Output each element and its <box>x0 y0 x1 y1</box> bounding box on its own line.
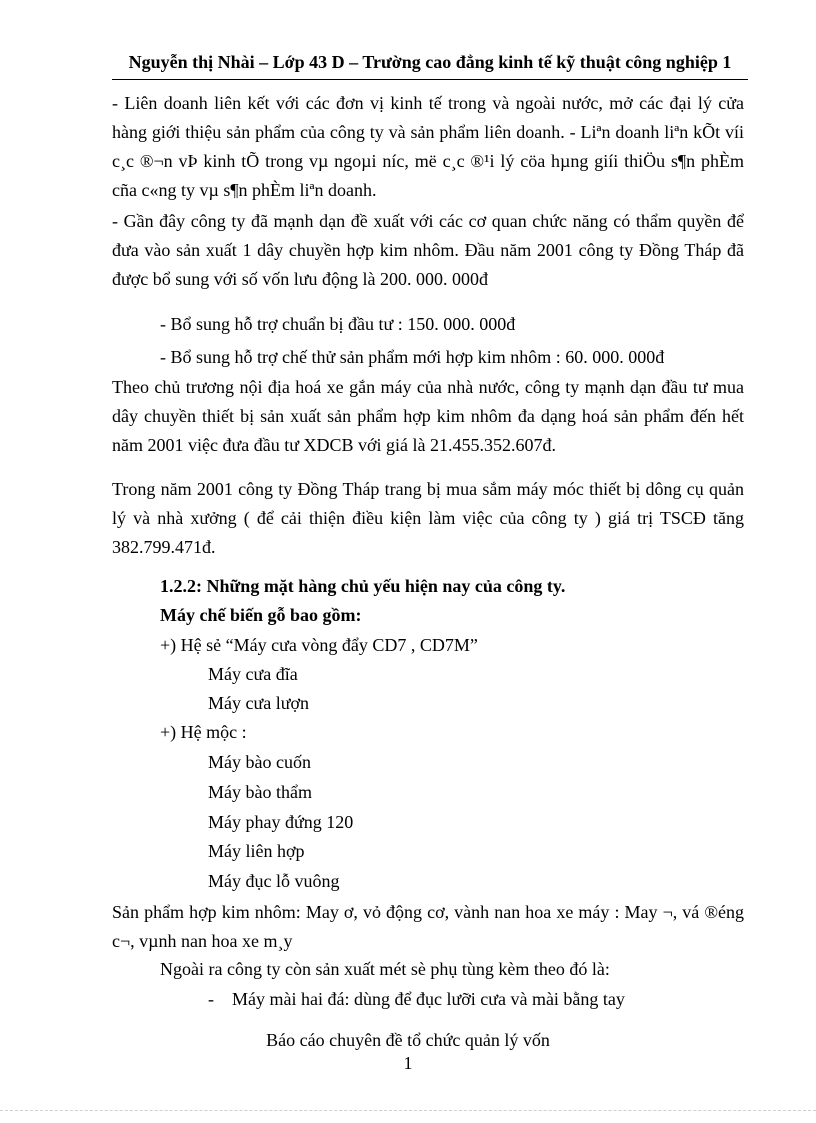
list-item: Máy liên hợp <box>208 841 305 861</box>
list-item: Máy bào thẩm <box>208 782 312 802</box>
list-item: Máy bào cuốn <box>208 752 311 772</box>
section-heading: 1.2.2: Những mặt hàng chủ yếu hiện nay của công ty. <box>160 576 566 596</box>
group-title-carpentry: +) Hệ mộc : <box>160 722 247 742</box>
paragraph-fixed-assets: Trong năm 2001 công ty Đồng Tháp trang bị mua sắm máy móc thiết bị dông cụ quản lý và nhà xưởng ( để cải thiện điều kiện làm việc của công ty ) giá trị TSCĐ tăng 382.799.471đ. <box>112 479 744 557</box>
paragraph-spare-parts: Ngoài ra công ty còn sản xuất mét sè phụ tùng kèm theo đó là: <box>160 959 610 979</box>
page-header: Nguyễn thị Nhài – Lớp 43 D – Trường cao đẳng kinh tế kỹ thuật công nghiệp 1 <box>128 52 732 72</box>
footer-caption: Báo cáo chuyên đề tổ chức quản lý vốn <box>266 1030 550 1050</box>
support-line-2: - Bổ sung hỗ trợ chế thử sản phẩm mới hợp kim nhôm : 60. 000. 000đ <box>160 347 665 367</box>
list-item: Máy cưa lượn <box>208 693 310 713</box>
group-title-saw: +) Hệ sẻ “Máy cưa vòng đẩy CD7 , CD7M” <box>160 635 478 655</box>
bullet-item: Máy mài hai đá: dùng để đục lưỡi cưa và mài bằng tay <box>232 989 625 1009</box>
paragraph-joint-venture: - Liên doanh liên kết với các đơn vị kinh tế trong và ngoài nước, mở các đại lý cửa hàng giới thiệu sản phẩm của công ty và sản phẩm liên doanh. - Liªn doanh liªn kÕt víi c¸c ®¬n vÞ kinh tÕ trong vµ ngoµi níc, më c¸c ®¹i lý cöa hµng giíi thiÖu s¶n phÈm cña c«ng ty vµ s¶n phÈm liªn doanh. <box>112 93 744 200</box>
page-edge-divider <box>0 1110 816 1111</box>
header-divider <box>112 79 748 80</box>
paragraph-aluminium-products: Sản phẩm hợp kim nhôm: May ơ, vỏ động cơ, vành nan hoa xe máy : May ¬, vá ®éng c¬, vµnh nan hoa xe m¸y <box>112 902 744 951</box>
list-item: Máy cưa đĩa <box>208 664 298 684</box>
support-line-1: - Bổ sung hỗ trợ chuẩn bị đầu tư : 150. 000. 000đ <box>160 314 516 334</box>
list-item: Máy đục lỗ vuông <box>208 871 340 891</box>
page-number: 1 <box>403 1053 413 1073</box>
paragraph-aluminium-line: - Gần đây công ty đã mạnh dạn đề xuất với các cơ quan chức năng có thẩm quyền để đưa vào sản xuất 1 dây chuyền hợp kim nhôm. Đầu năm 2001 công ty Đồng Tháp đã được bổ sung với số vốn lưu động là 200. 000. 000đ <box>112 211 744 289</box>
bullet-dash: - <box>208 989 214 1009</box>
list-item: Máy phay đứng 120 <box>208 812 354 832</box>
paragraph-investment: Theo chủ trương nội địa hoá xe gắn máy của nhà nước, công ty mạnh dạn đầu tư mua dây chuyền thiết bị sản xuất sản phẩm hợp kim nhôm đa dạng hoá sản phẩm đến hết năm 2001 việc đưa đầu tư XDCB với giá là 21.455.352.607đ. <box>112 377 744 455</box>
sub-heading: Máy chế biến gỗ bao gồm: <box>160 605 362 625</box>
